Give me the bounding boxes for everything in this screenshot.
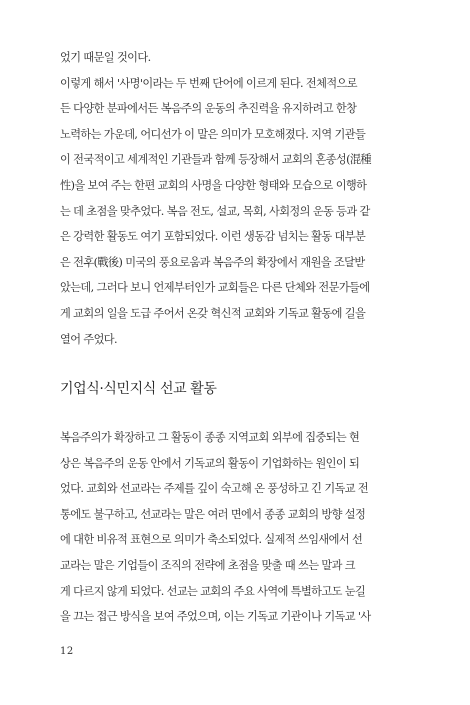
text-line: 았는데, 그러다 보니 언제부터인가 교회들은 다른 단체와 전문가들에 bbox=[60, 281, 370, 295]
text-line: 복음주의가 확장하고 그 활동이 종종 지역교회 외부에 집중되는 현 bbox=[60, 431, 360, 444]
text-line: 이렇게 해서 '사명'이라는 두 번째 단어에 이르게 된다. 전체적으로 bbox=[60, 76, 357, 90]
text-line: 이 전국적이고 세계적인 기관들과 함께 등장해서 교회의 혼종성(混種 bbox=[60, 153, 372, 167]
text-line: 었다. 교회와 선교라는 주제를 깊이 숙고해 온 풍성하고 긴 기독교 전 bbox=[60, 482, 369, 496]
text-line: 게 교회의 일을 도급 주어서 온갖 혁신적 교회와 기독교 활동에 길을 bbox=[60, 307, 366, 320]
text-line: 통에도 불구하고, 선교라는 말은 여러 면에서 종종 교회의 방향 설정 bbox=[60, 507, 366, 521]
text-line: 은 전후(戰後) 미국의 풍요로움과 복음주의 확장에서 재원을 조달받 bbox=[60, 255, 365, 269]
text-line: 교라는 말은 기업들이 조직의 전략에 초점을 맞출 때 쓰는 말과 크 bbox=[60, 559, 355, 572]
text-line: 든 다양한 분파에서든 복음주의 운동의 추진력을 유지하려고 한창 bbox=[60, 102, 357, 116]
page-number: 12 bbox=[60, 646, 74, 657]
text-line: 게 다르지 않게 되었다. 선교는 교회의 주요 사역에 특별하고도 눈길 bbox=[60, 584, 366, 598]
text-line: 性)을 보여 주는 한편 교회의 사명을 다양한 형태와 모습으로 이행하 bbox=[60, 179, 367, 192]
text-line: 노력하는 가운데, 어디선가 이 말은 의미가 모호해졌다. 지역 기관들 bbox=[60, 127, 366, 141]
text-line: 열어 주었다. bbox=[60, 332, 117, 346]
text-line: 었기 때문일 것이다. bbox=[60, 51, 151, 64]
text-line: 는 데 초점을 맞추었다. 복음 전도, 설교, 목회, 사회정의 운동 등과 같 bbox=[60, 204, 370, 218]
text-line: 에 대한 비유적 표현으로 의미가 축소되었다. 실제적 쓰임새에서 선 bbox=[60, 533, 363, 547]
text-line: 은 강력한 활동도 여기 포함되었다. 이런 생동감 넘치는 활동 대부분 bbox=[60, 230, 366, 244]
text-line: 상은 복음주의 운동 안에서 기독교의 활동이 기업화하는 원인이 되 bbox=[60, 456, 360, 470]
text-line: 을 끄는 접근 방식을 보여 주었으며, 이는 기독교 기관이나 기독교 '사 bbox=[60, 610, 371, 624]
section-heading: 기업식·식민지식 선교 활동 bbox=[60, 381, 217, 397]
